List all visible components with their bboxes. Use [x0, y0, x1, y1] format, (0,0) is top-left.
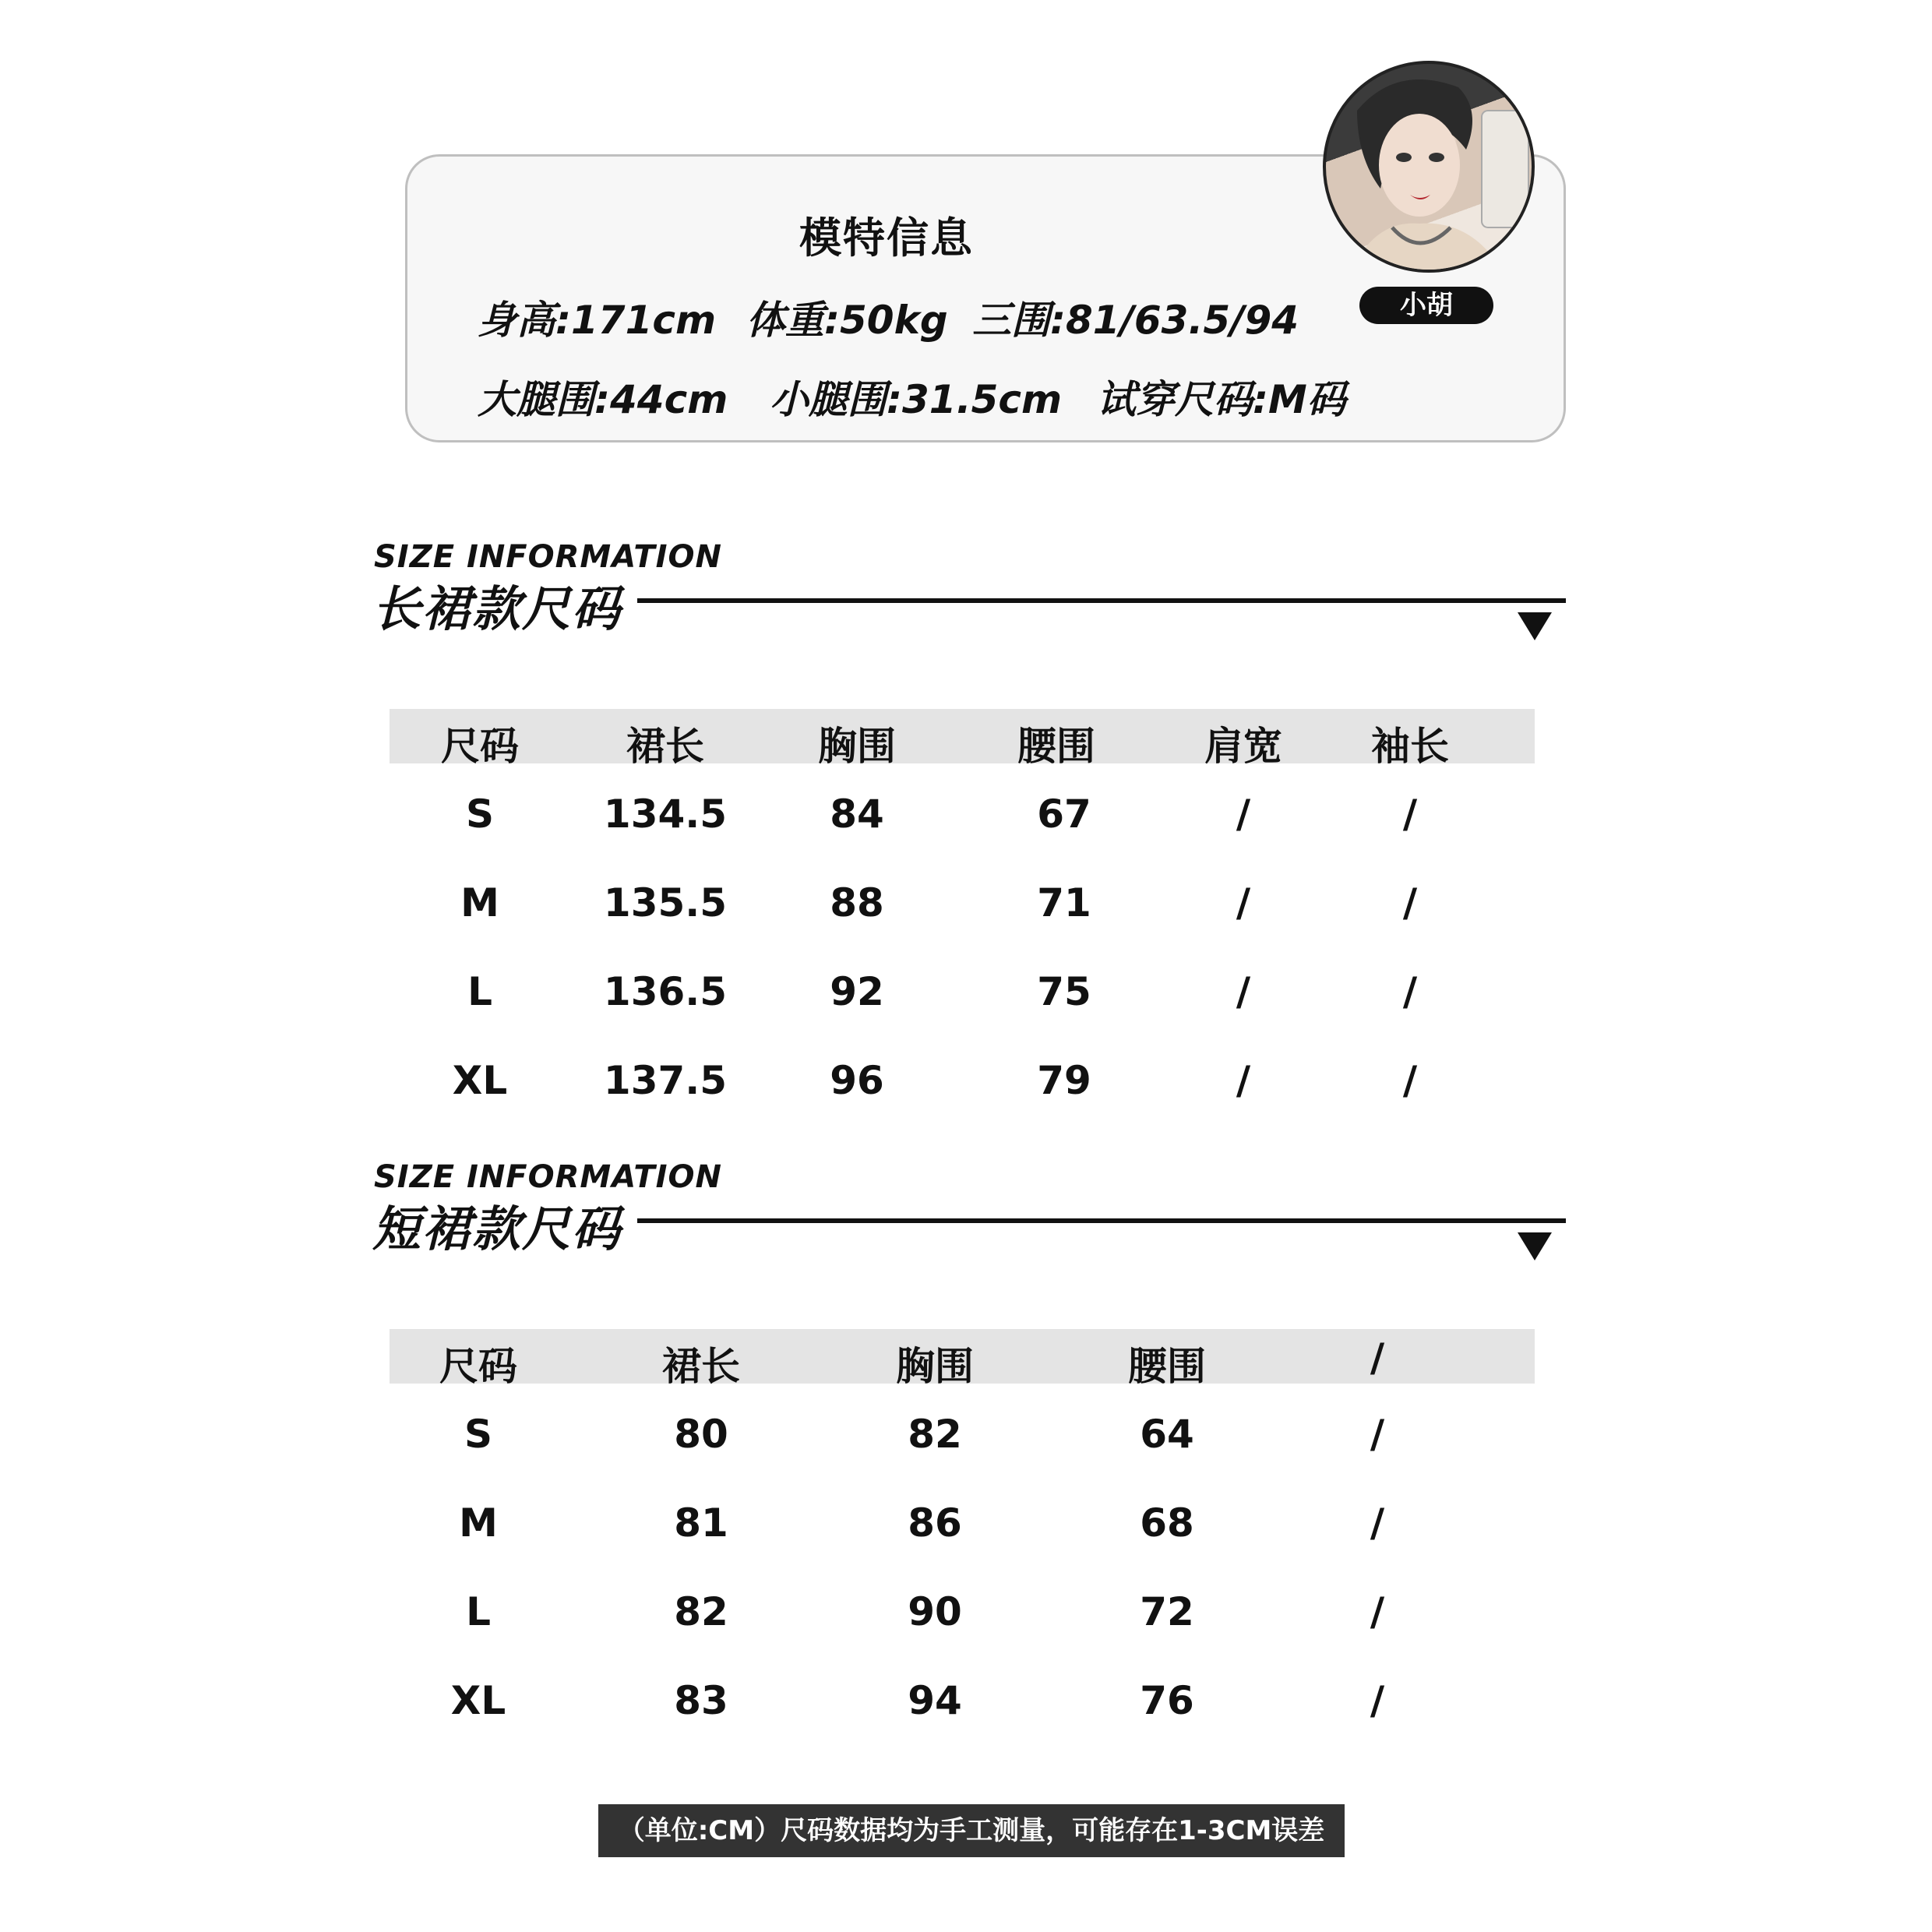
table-row	[390, 763, 1535, 852]
cell-size: S	[465, 791, 495, 837]
cell-empty: /	[1370, 1678, 1385, 1723]
short-table-header	[390, 1329, 1535, 1389]
cell-shoulder: /	[1236, 791, 1251, 837]
cell-sleeve: /	[1402, 1058, 1418, 1103]
model-stats-row-2	[478, 368, 1346, 425]
long-section-divider	[637, 598, 1566, 603]
cell-shoulder: /	[1236, 880, 1251, 925]
cell-empty: /	[1370, 1589, 1385, 1634]
cell-sleeve: /	[1402, 969, 1418, 1014]
table-row	[390, 1561, 1535, 1650]
cell-length: 81	[674, 1500, 728, 1546]
header-empty: /	[1370, 1335, 1385, 1380]
short-section-subtitle: SIZE INFORMATION	[374, 1159, 723, 1195]
model-stats-row-1	[478, 289, 1299, 345]
short-section-title: 短裙款尺码	[372, 1200, 622, 1257]
cell-length: 80	[674, 1412, 728, 1457]
model-name-badge: 小胡	[1359, 287, 1493, 324]
cell-bust: 86	[908, 1500, 962, 1546]
cell-length: 136.5	[603, 969, 728, 1014]
model-thigh: 大腿围:44cm	[478, 377, 728, 422]
model-info-title: 模特信息	[799, 213, 974, 263]
header-dress-length: 裙长	[626, 724, 704, 769]
short-size-table	[390, 1329, 1535, 1739]
cell-bust: 92	[830, 969, 884, 1014]
measurement-note: （单位:CM）尺码数据均为手工测量，可能存在1-3CM误差	[598, 1804, 1345, 1857]
cell-length: 135.5	[603, 880, 728, 925]
cell-size: L	[467, 969, 492, 1014]
header-waist: 腰围	[1017, 724, 1095, 769]
header-bust: 胸围	[896, 1344, 974, 1389]
cell-sleeve: /	[1402, 791, 1418, 837]
cell-bust: 94	[908, 1678, 962, 1723]
long-size-section-header	[372, 539, 1572, 637]
cell-waist: 79	[1037, 1058, 1091, 1103]
table-row	[390, 1650, 1535, 1739]
cell-length: 83	[674, 1678, 728, 1723]
cell-waist: 68	[1140, 1500, 1194, 1546]
header-waist: 腰围	[1128, 1344, 1206, 1389]
model-calf: 小腿围:31.5cm	[770, 377, 1063, 422]
header-size: 尺码	[439, 1344, 517, 1389]
table-row	[390, 1472, 1535, 1561]
model-height: 身高:171cm	[478, 298, 717, 343]
cell-size: S	[464, 1412, 493, 1457]
cell-waist: 75	[1037, 969, 1091, 1014]
triangle-down-icon	[1518, 612, 1552, 640]
cell-empty: /	[1370, 1500, 1385, 1546]
cell-bust: 88	[830, 880, 884, 925]
cell-waist: 71	[1037, 880, 1091, 925]
header-bust: 胸围	[818, 724, 896, 769]
cell-length: 137.5	[603, 1058, 728, 1103]
cell-shoulder: /	[1236, 969, 1251, 1014]
cell-size: M	[460, 880, 499, 925]
cell-size: L	[466, 1589, 491, 1634]
cell-shoulder: /	[1236, 1058, 1251, 1103]
cell-bust: 90	[908, 1589, 962, 1634]
cell-sleeve: /	[1402, 880, 1418, 925]
model-trial-size: 试穿尺码:M码	[1097, 377, 1346, 422]
cell-length: 82	[674, 1589, 728, 1634]
short-section-divider	[637, 1218, 1566, 1223]
cell-waist: 67	[1037, 791, 1091, 837]
model-avatar	[1323, 61, 1535, 273]
header-sleeve: 袖长	[1371, 724, 1449, 769]
cell-waist: 64	[1140, 1412, 1194, 1457]
header-dress-length: 裙长	[662, 1344, 740, 1389]
cell-empty: /	[1370, 1412, 1385, 1457]
cell-bust: 96	[830, 1058, 884, 1103]
short-size-section-header	[372, 1159, 1572, 1257]
model-measurements: 三围:81/63.5/94	[972, 298, 1299, 343]
cell-size: XL	[450, 1678, 506, 1723]
model-portrait-icon	[1326, 64, 1535, 273]
long-section-subtitle: SIZE INFORMATION	[374, 539, 723, 575]
header-shoulder: 肩宽	[1204, 724, 1282, 769]
cell-bust: 84	[830, 791, 884, 837]
cell-size: XL	[452, 1058, 508, 1103]
long-table-header	[390, 709, 1535, 769]
cell-waist: 72	[1140, 1589, 1194, 1634]
cell-length: 134.5	[603, 791, 728, 837]
cell-waist: 76	[1140, 1678, 1194, 1723]
table-row	[390, 941, 1535, 1030]
long-size-table	[390, 709, 1535, 1119]
model-weight: 体重:50kg	[746, 298, 948, 343]
header-size: 尺码	[441, 724, 519, 769]
table-row	[390, 852, 1535, 941]
cell-bust: 82	[908, 1412, 962, 1457]
table-row	[390, 1384, 1535, 1472]
table-row	[390, 1030, 1535, 1119]
triangle-down-icon	[1518, 1232, 1552, 1260]
long-section-title: 长裙款尺码	[372, 580, 622, 637]
cell-size: M	[459, 1500, 498, 1546]
